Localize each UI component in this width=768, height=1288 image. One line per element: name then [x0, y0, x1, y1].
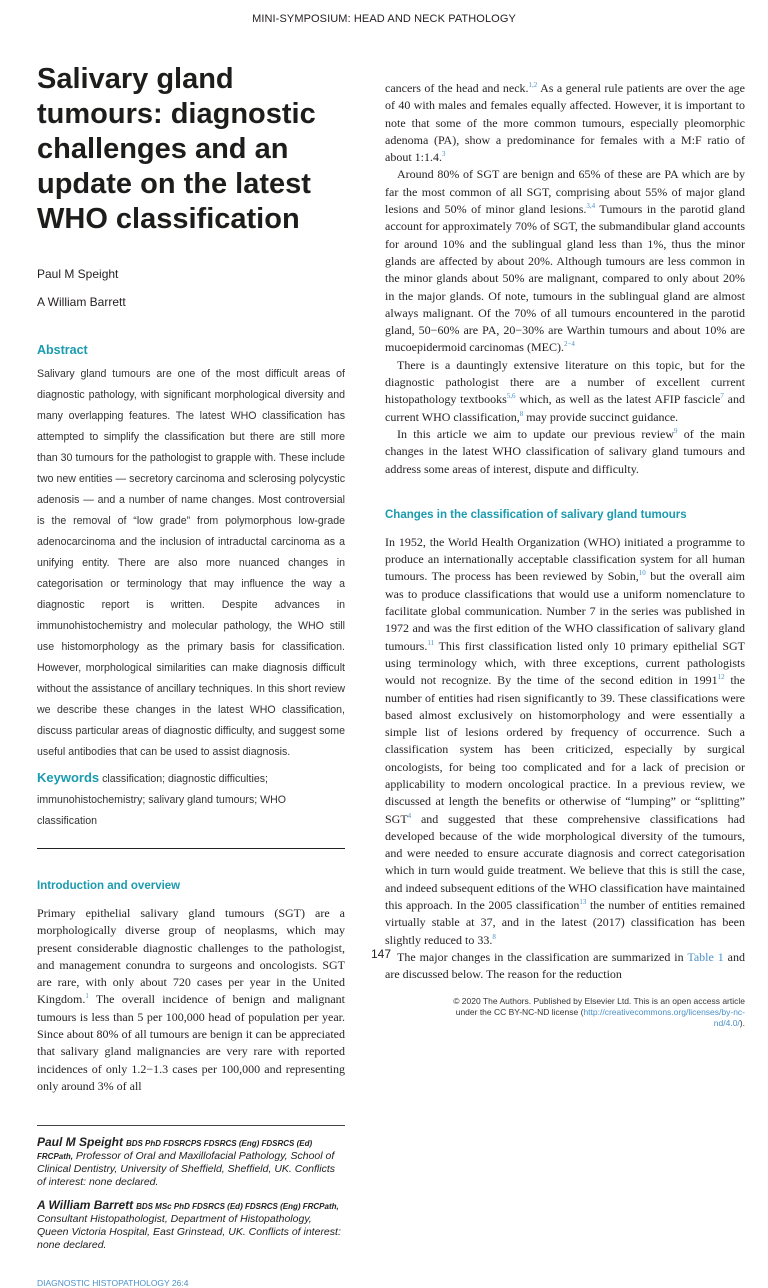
- author-name: A William Barrett: [37, 295, 126, 309]
- author-name: Paul M Speight: [37, 267, 119, 281]
- abstract-text: Salivary gland tumours are one of the most difficult areas of diagnostic pathology, with significant morphological diversity and many overlapping features. The latest WHO classification has attempted to simplify the classification but there are still more than 30 tumours for the pathologist to grapple with. These include two new entities — secretory carcinoma and sclerosing polycystic adenosis — and a number of name changes. Most controversial is the removal of “low grade” from polymorphous low-grade adenocarcinoma and the inclusion of intraductal carcinoma as a unifying entity. There are also more nuanced changes in categorisation or terminology that may influence the way a diagnostic report is written. Despite advances in immunohistochemistry and molecular pathology, the WHO still use histomorphology as the primary basis for classification. However, morphological similarities can make diagnosis difficult without the assistance of ancillary techniques. In this short review we describe these changes in the latest WHO classification, discuss particular areas of diagnostic difficulty, and suggest some useful antibodies that can be used to assist diagnosis.: [37, 368, 345, 758]
- citation-ref[interactable]: 8: [492, 932, 496, 941]
- text-run: the number of entities had risen significantly to 39. These classifications were based almost exclusively on histomorphology and were essentially a simple list of lesions ordered by frequency of occurrence. Such a classification system has been criticized, especially by surgical oncologists, for being too complicated and for a lack of precision or applicability to modern oncological practice. In a previous review, we discussed at length the benefits or otherwise of “lumping” or “splitting” SGT: [385, 673, 745, 826]
- text-run: of the main changes in the latest WHO classification of salivary gland tumours and address some areas of interest, dispute and difficulty.: [385, 426, 745, 476]
- text-run: but the overall aim was to produce classifications that would use a uniform nomenclature to facilitate global communication. Number 7 in the series was published in 1972 and was the first edition of the WHO classification of salivary gland tumours.: [385, 569, 745, 653]
- text-run: Primary epithelial salivary gland tumours (SGT) are a morphologically diverse group of neoplasms, which may present considerable diagnostic challenges to the pathologist, and management conundra to surgeons and oncologists. SGT are rare, with only about 720 cases per year in the United Kingdom.: [37, 906, 345, 1007]
- text-run: which, as well as the latest AFIP fascicle: [515, 392, 721, 407]
- journal-name: DIAGNOSTIC HISTOPATHOLOGY 26:4: [37, 1278, 189, 1288]
- license-link[interactable]: http://creativecommons.org/licenses/by-nc-nd/4.0/: [583, 1006, 745, 1028]
- text-run: may provide succinct guidance.: [523, 409, 679, 424]
- text-run: and suggested that these comprehensive classifications had developed because of the wide morphological diversity of the tumours, and were needed to ensure accurate diagnosis and correct categorisation which in turn would guide treatment. We believe that this is still the case, and indeed subsequent editions of the WHO classification have maintained this approach. In the 2005 classification: [385, 811, 746, 913]
- bio-qualifications: BDS MSc PhD FDSRCS (Ed) FDSRCS (Eng) FRCPath,: [136, 1202, 339, 1212]
- keywords-list: classification; diagnostic difficulties; immunohistochemistry; salivary gland tumours; WHO classification: [37, 773, 287, 827]
- citation-ref[interactable]: 7: [720, 392, 724, 401]
- paragraph: [37, 905, 345, 1095]
- text-run: The overall incidence of benign and malignant tumours is less than 5 per 100,000 head of population per year. Since about 80% of all tumours are benign it can be appreciated that salivary gland malignancies are very rare with reported incidences of only 1.2−1.3 cases per 100,000 and representing only around 3% of all: [37, 992, 345, 1093]
- abstract-heading: Abstract: [37, 343, 88, 357]
- citation-ref[interactable]: 2−4: [563, 340, 575, 349]
- citation-ref[interactable]: 1,2: [528, 81, 538, 89]
- divider: [37, 848, 345, 849]
- citation-ref[interactable]: 3: [442, 150, 446, 159]
- section-heading-changes: Changes in the classification of salivary gland tumours: [385, 508, 687, 521]
- divider: [37, 1125, 345, 1126]
- bio-name: Paul M Speight: [37, 1135, 124, 1150]
- citation-ref[interactable]: 4: [407, 811, 412, 820]
- text-run: Around 80% of SGT are benign and 65% of these are PA which are by far the most common of all SGT, comprising about 55% of major gland lesions and 50% of minor gland lesions.: [385, 167, 745, 217]
- text-run: The major changes in the classification are summarized in: [397, 949, 688, 964]
- paragraph: [385, 534, 745, 949]
- bio-qualifications: BDS PhD FDSRCPS FDSRCS (Eng) FDSRCS (Ed) FRCPath,: [37, 1139, 313, 1162]
- license-text: © 2020 The Authors. Published by Elsevier Ltd. This is an open access article under the CC BY-NC-ND license (: [453, 995, 745, 1017]
- text-run: There is a dauntingly extensive literature on this topic, but for the diagnostic pathologist there are a number of excellent current histopathology textbooks: [385, 357, 745, 407]
- paragraph: [385, 166, 745, 356]
- citation-ref[interactable]: 5,6: [506, 392, 516, 401]
- text-run: the number of entities remained virtually stable at 37, and in the latest (2017) classification has been slightly reduced to 33.: [385, 898, 745, 947]
- intro-body-continued: [385, 80, 745, 478]
- article-title: Salivary gland tumours: diagnostic challenges and an update on the latest WHO classification: [37, 63, 316, 235]
- paragraph: [385, 80, 745, 166]
- paragraph: [385, 357, 745, 426]
- author-bio: [37, 1136, 345, 1189]
- keywords-label: Keywords: [37, 770, 100, 785]
- citation-ref[interactable]: 9: [674, 426, 678, 435]
- author-bio: [37, 1199, 345, 1252]
- license-notice: [445, 996, 745, 1029]
- citation-ref[interactable]: 3,4: [586, 202, 596, 211]
- running-header: MINI-SYMPOSIUM: HEAD AND NECK PATHOLOGY: [252, 13, 516, 25]
- intro-body: [37, 905, 345, 1095]
- page-number: 147: [371, 947, 392, 961]
- citation-ref[interactable]: 13: [579, 898, 587, 907]
- text-run: As a general rule patients are over the age of 40 with males and females equally affected. However, it is important to note that some of the more common tumours, especially pleomorphic adenoma (PA), show a predominance for females with a M:F ratio of about 1:1.4.: [385, 81, 745, 165]
- section-heading-intro: Introduction and overview: [37, 880, 181, 892]
- author-bios: [37, 1136, 345, 1252]
- left-column: [37, 62, 345, 1288]
- text-run: and are discussed below. The reason for the reduction: [385, 949, 746, 982]
- license-text: ).: [739, 1017, 745, 1028]
- text-run: In 1952, the World Health Organization (WHO) initiated a programme to produce an internationally acceptable classification system for all human tumours. The process has been reviewed by Sobin,: [385, 534, 745, 584]
- bio-name: A William Barrett: [37, 1198, 134, 1213]
- paragraph: [385, 949, 745, 984]
- text-run: Tumours in the parotid gland account for approximately 70% of SGT, the submandibular gland accounts for around 10% and the sublingual gland less than 1%, thus the minor glands are affected by about 20%. Although tumours are less common in the minor glands about 50% are malignant, compared to only about 20% in the major glands. Of note, tumours in the sublingual gland are almost always malignant. Of the 70% of all tumours encountered in the parotid gland, 50−60% are PA, 20−30% are Warthin tumours and about 10% are mucoepidermoid carcinomas (MEC).: [385, 202, 746, 355]
- paragraph: [385, 426, 745, 478]
- bio-affiliation: Professor of Oral and Maxillofacial Pathology, School of Clinical Dentistry, University of Sheffield, Sheffield, UK. Conflicts of interest: none declared.: [37, 1150, 335, 1189]
- text-run: and current WHO classification,: [385, 392, 746, 424]
- citation-ref[interactable]: 12: [717, 673, 725, 682]
- changes-body: [385, 534, 745, 984]
- table-link[interactable]: Table 1: [687, 949, 724, 964]
- keywords: [37, 767, 345, 832]
- bio-affiliation: Consultant Histopathologist, Department of Histopathology, Queen Victoria Hospital, East Grinstead, UK. Conflicts of interest: none declared.: [37, 1213, 341, 1252]
- citation-ref[interactable]: 8: [519, 409, 524, 418]
- text-run: cancers of the head and neck.: [385, 81, 529, 95]
- text-run: In this article we aim to update our previous review: [397, 426, 675, 441]
- citation-ref[interactable]: 1: [85, 992, 89, 1001]
- text-run: This first classification listed only 10 primary epithelial SGT using terminology which, with three exceptions, current pathologists would not recognize. By the time of the second edition in 1991: [385, 638, 745, 688]
- citation-ref[interactable]: 11: [427, 638, 435, 647]
- citation-ref[interactable]: 10: [638, 569, 646, 578]
- right-column: [385, 80, 745, 1029]
